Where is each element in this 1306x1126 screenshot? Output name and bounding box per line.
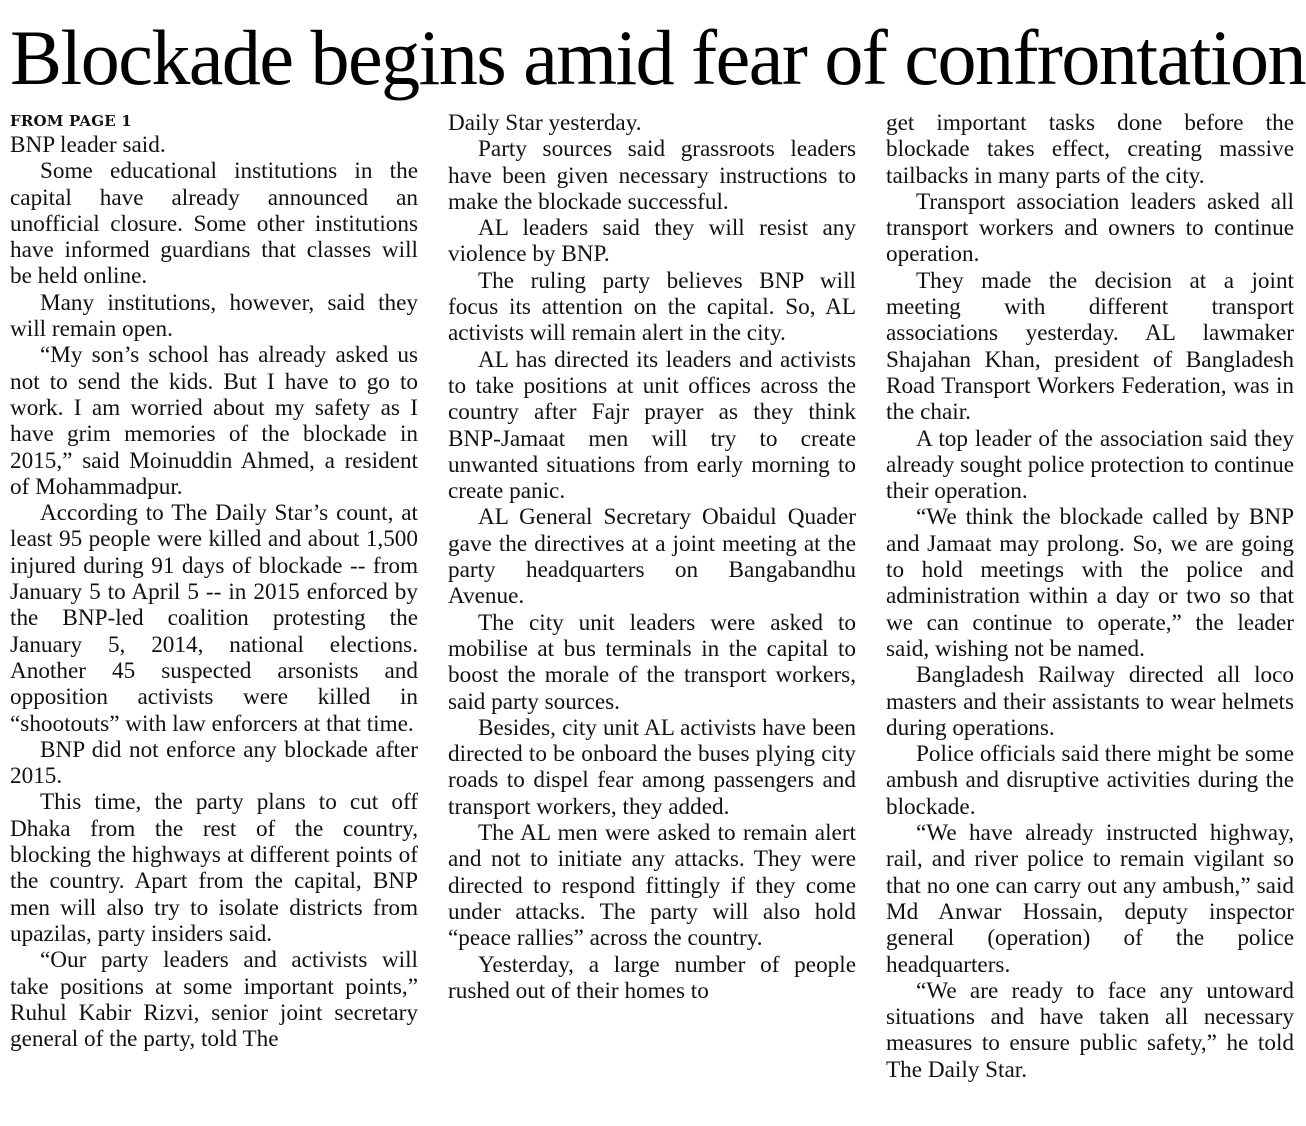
paragraph: “Our party leaders and activists will take positions at some important points,” Ruhul Kabir Rizvi, senior joint secretary general of the party, told The (10, 947, 418, 1053)
paragraph: Many institutions, however, said they will remain open. (10, 289, 418, 343)
paragraph: Besides, city unit AL activists have been directed to be onboard the buses plying city roads to dispel fear among passengers and transport workers, they added. (448, 714, 856, 820)
kicker-from-page: FROM PAGE 1 (10, 112, 132, 130)
paragraph: Daily Star yesterday. (448, 110, 642, 136)
paragraph: Some educational institutions in the capital have already announced an unofficial closure. Some other institutions have informed guardians that classes will be held online. (10, 158, 418, 290)
paragraph: The ruling party believes BNP will focus its attention on the capital. So, AL activists will remain alert in the city. (448, 267, 856, 347)
paragraph: BNP did not enforce any blockade after 2015. (10, 736, 418, 790)
paragraph: This time, the party plans to cut off Dhaka from the rest of the country, blocking the highways at different points of the country. Apart from the capital, BNP men will also try to isolate districts from upazilas, party insiders said. (10, 789, 418, 947)
paragraph: The AL men were asked to remain alert and not to initiate any attacks. They were directed to respond fittingly if they come under attacks. The party will also hold “peace rallies” across the country. (448, 820, 856, 952)
paragraph: Transport association leaders asked all transport workers and owners to continue operation. (886, 188, 1294, 268)
paragraph: get important tasks done before the blockade takes effect, creating massive tailbacks in many parts of the city. (886, 110, 1294, 189)
article-column-2 (448, 110, 856, 1004)
paragraph: “We are ready to face any untoward situations and have taken all necessary measures to ensure public safety,” he told The Daily Star. (886, 977, 1294, 1083)
paragraph: The city unit leaders were asked to mobilise at bus terminals in the capital to boost the morale of the transport workers, said party sources. (448, 609, 856, 715)
paragraph: Bangladesh Railway directed all loco masters and their assistants to wear helmets during operations. (886, 662, 1294, 741)
headline: Blockade begins amid fear of confrontation (10, 14, 1306, 101)
article-column-1 (10, 110, 418, 1052)
paragraph: AL has directed its leaders and activists to take positions at unit offices across the country after Fajr prayer as they think BNP-Jamaat men will try to create unwanted situations from early morning to create panic. (448, 346, 856, 505)
paragraph: “We think the blockade called by BNP and Jamaat may prolong. So, we are going to hold meetings with the police and administration within a day or two so that we can continue to operate,” the leader said, wishing not be named. (886, 504, 1294, 662)
paragraph: Police officials said there might be some ambush and disruptive activities during the blockade. (886, 741, 1294, 820)
paragraph: AL leaders said they will resist any violence by BNP. (448, 215, 856, 268)
paragraph: According to The Daily Star’s count, at least 95 people were killed and about 1,500 injured during 91 days of blockade -- from January 5 to April 5 -- in 2015 enforced by the BNP-led coalition protesting the January 5, 2014, national elections. Another 45 suspected arsonists and opposition activists were killed in “shootouts” with law enforcers at that time. (10, 500, 418, 737)
paragraph: They made the decision at a joint meeting with different transport associations yesterday. AL lawmaker Shajahan Khan, president of Bangladesh Road Transport Workers Federation, was in the chair. (886, 267, 1294, 426)
paragraph: Party sources said grassroots leaders have been given necessary instructions to make the blockade successful. (448, 136, 856, 215)
paragraph: “My son’s school has already asked us not to send the kids. But I have to go to work. I am worried about my safety as I have grim memories of the blockade in 2015,” said Moinuddin Ahmed, a resident of Mohammadpur. (10, 342, 418, 500)
paragraph: Yesterday, a large number of people rushed out of their homes to (448, 951, 856, 1004)
article-column-3 (886, 110, 1294, 1083)
paragraph: BNP leader said. (10, 132, 166, 158)
paragraph: A top leader of the association said they already sought police protection to continue their operation. (886, 425, 1294, 505)
paragraph: AL General Secretary Obaidul Quader gave the directives at a joint meeting at the party headquarters on Bangabandhu Avenue. (448, 504, 856, 610)
paragraph: “We have already instructed highway, rail, and river police to remain vigilant so that no one can carry out any ambush,” said Md Anwar Hossain, deputy inspector general (operation) of the police headquarters. (886, 820, 1294, 978)
